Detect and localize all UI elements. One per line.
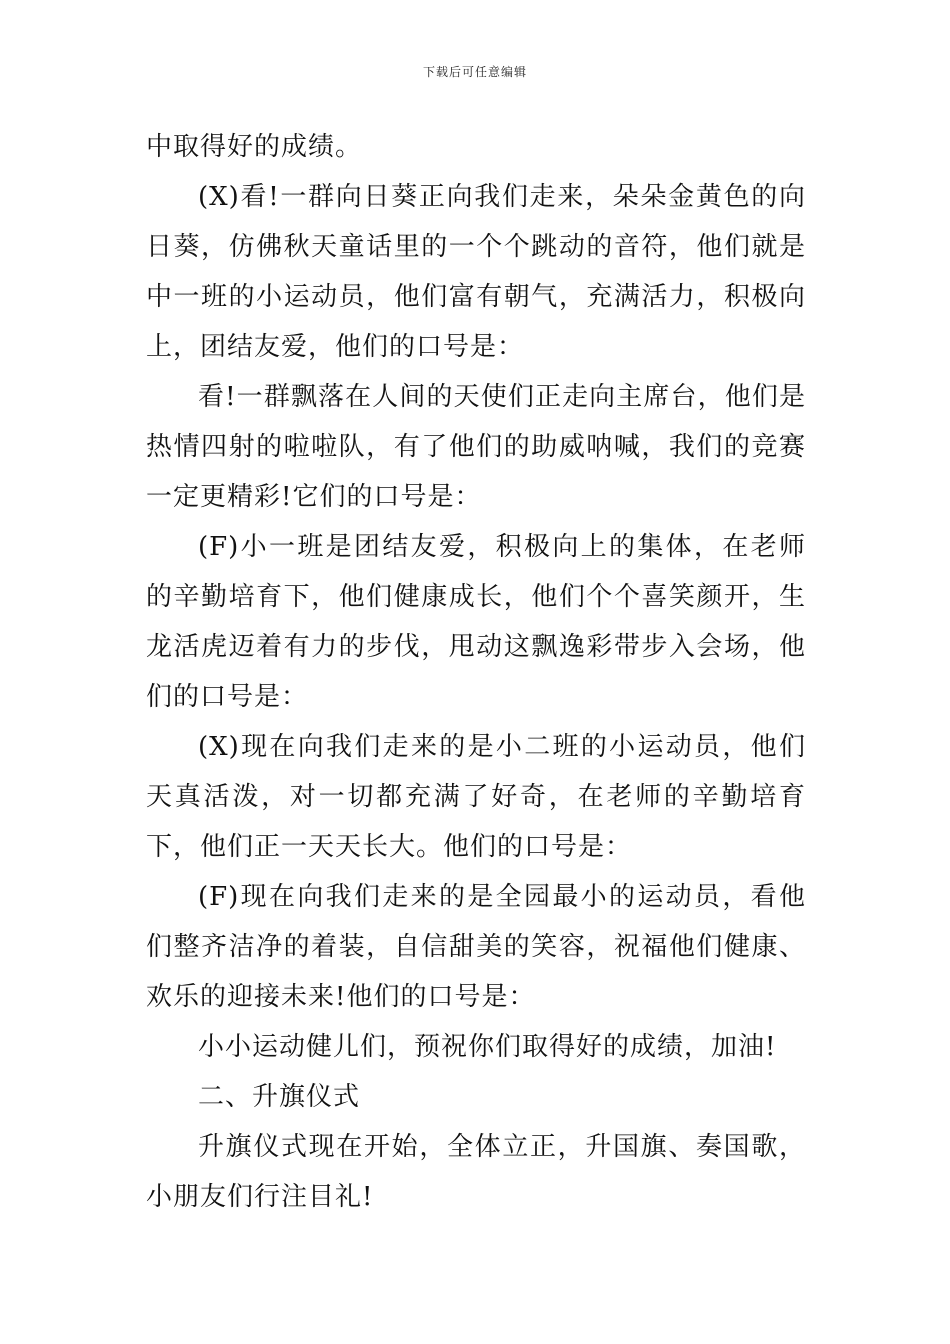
paragraph-1: 中取得好的成绩。	[146, 132, 363, 162]
section-heading: 二、升旗仪式	[198, 1082, 361, 1112]
paragraph-7: 小小运动健儿们，预祝你们取得好的成绩，加油!	[198, 1032, 777, 1062]
page-header-note: 下载后可任意编辑	[422, 65, 527, 79]
paragraph-2: (X)看!一群向日葵正向我们走来，朵朵金黄色的向日葵，仿佛秋天童话里的一个个跳动的音符，他们就是中一班的小运动员，他们富有朝气，充满活力，积极向上，团结友爱，他们的口号是：	[146, 182, 806, 362]
paragraph-5: (X)现在向我们走来的是小二班的小运动员，他们天真活泼，对一切都充满了好奇，在老师的辛勤培育下，他们正一天天长大。他们的口号是：	[146, 732, 806, 862]
paragraph-3: 看!一群飘落在人间的天使们正走向主席台，他们是热情四射的啦啦队，有了他们的助威呐喊，我们的竞赛一定更精彩!它们的口号是：	[146, 382, 806, 512]
paragraph-8: 升旗仪式现在开始，全体立正，升国旗、奏国歌，小朋友们行注目礼!	[146, 1132, 806, 1212]
paragraph-6: (F)现在向我们走来的是全园最小的运动员，看他们整齐洁净的着装，自信甜美的笑容，祝福他们健康、欢乐的迎接未来!他们的口号是：	[146, 882, 806, 1012]
paragraph-4: (F)小一班是团结友爱，积极向上的集体，在老师的辛勤培育下，他们健康成长，他们个个喜笑颜开，生龙活虎迈着有力的步伐，甩动这飘逸彩带步入会场，他们的口号是：	[146, 532, 806, 712]
document-body	[146, 122, 806, 1222]
